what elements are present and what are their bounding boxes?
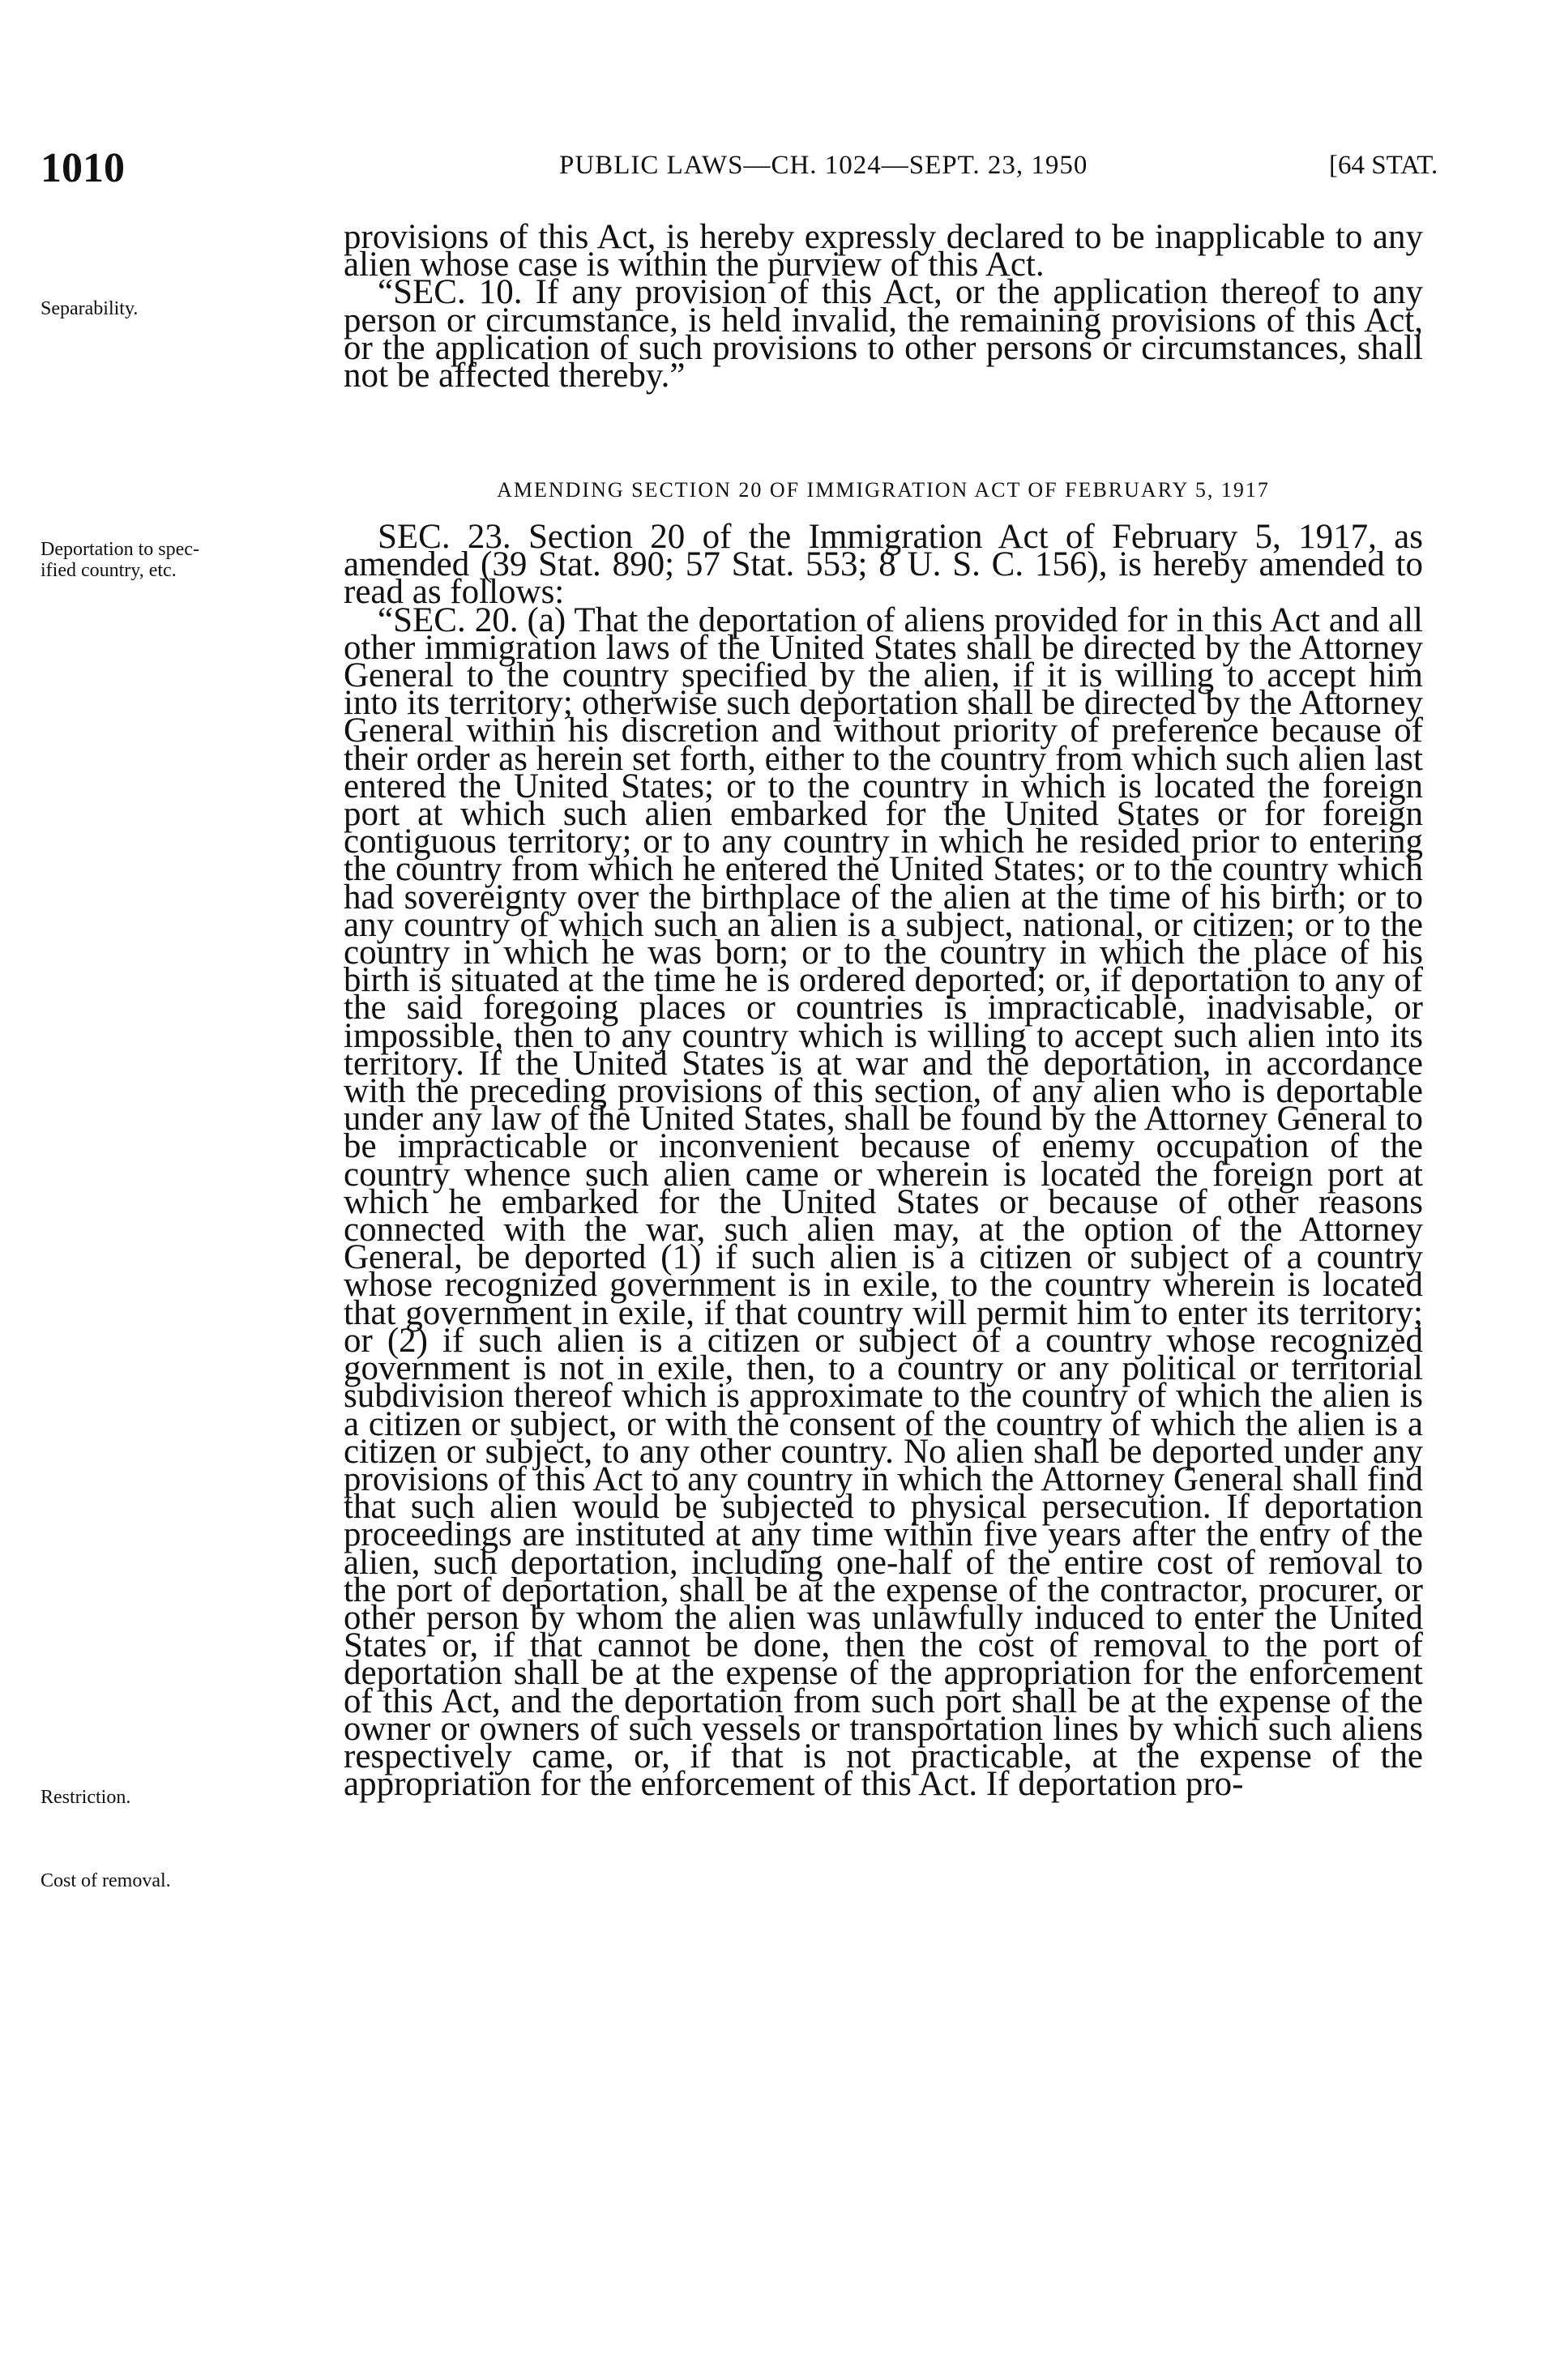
paragraph-sec-20: “SEC. 20. (a) That the deportation of aliens provided for in this Act and all other immigration laws of the United States shall be directed by the Attorney General to the country specified by the alien, if it is willing to accept him into its territory; otherwise such deportation shall be directed by the Attorney General within his discretion and without priority of preference because of their order as herein set forth, either to the country from which such alien last entered the United States; or to the country in which is located the foreign port at which such alien embarked for the United States or for foreign contiguous territory; or to any country in which he resided prior to entering the country from which he entered the United States; or to the country which had sovereignty over the birthplace of the alien at the time of his birth; or to any country of which such an alien is a subject, national, or citizen; or to the country in which he was born; or to the country in which the place of his birth is situated at the time he is ordered deported; or, if deportation to any of the said foregoing places or countries is impracticable, inadvisable, or impossible, then to any country which is willing to accept such alien into its territory. If the United States is at war and the deportation, in accordance with the preceding provisions of this section, of any alien who is deportable under any law of the United States, shall be found by the Attorney General to be impracticable or inconvenient because of enemy occupation of the country whence such alien came or wherein is located the foreign port at which he embarked for the United States or because of other reasons connected with the war, such alien may, at the option of the Attorney General, be deported (1) if such alien is a citizen or subject of a country whose recognized government is in exile, to the country wherein is located that government in exile, if that country will permit him to enter its territory; or (2) if such alien is a citizen or subject of a country whose recognized government is not in exile, then, to a country or any political or territorial subdivision thereof which is approximate to the country of which the alien is a citizen or subject, or with the consent of the country of which the alien is a citizen or subject, to any other country. No alien shall be deported under any provisions of this Act to any country in which the Attorney General shall find that such alien would be subjected to physical persecution. If deportation proceedings are instituted at any time within five years after the entry of the alien, such deportation, including one-half of the entire cost of removal to the port of deportation, shall be at the expense of the contractor, procurer, or other person by whom the alien was unlawfully induced to enter the United States or, if that cannot be done, then the cost of removal to the port of deportation shall be at the expense of the appropriation for the enforcement of this Act, and the deportation from such port shall be at the expense of the owner or owners of such vessels or transportation lines by which such aliens respectively came, or, if that is not practicable, at the expense of the appropriation for the enforcement of this Act. If deportation pro- bbox=[344, 600, 1423, 1804]
margin-note-deportation-line-1: Deportation to spec- bbox=[41, 539, 199, 560]
paragraph-continuation: provisions of this Act, is hereby expressly declared to be inapplicable to any alien whose case is within the purview of this Act. bbox=[344, 218, 1423, 284]
running-head: PUBLIC LAWS—CH. 1024—SEPT. 23, 1950 bbox=[559, 151, 1088, 180]
statute-reference: [64 STAT. bbox=[1329, 151, 1438, 180]
page-number: 1010 bbox=[41, 145, 125, 191]
paragraph-sec-23: SEC. 23. Section 20 of the Immigration Act of February 5, 1917, as amended (39 Stat. 890; 57 Stat. 553; 8 U. S. C. 156), is hereby amended to read as follows: bbox=[344, 518, 1423, 612]
text-block-upper bbox=[344, 218, 1423, 395]
margin-note-restriction: Restriction. bbox=[41, 1787, 131, 1808]
page-header bbox=[0, 144, 1547, 193]
paragraph-sec-10: “SEC. 10. If any provision of this Act, or the application thereof to any person or circumstance, is held invalid, the remaining provisions of this Act, or the application of such provisions to other persons or circumstances, shall not be affected thereby.” bbox=[344, 273, 1423, 395]
margin-note-cost-of-removal: Cost of removal. bbox=[41, 1870, 171, 1891]
margin-note-deportation bbox=[41, 539, 316, 581]
section-heading: AMENDING SECTION 20 OF IMMIGRATION ACT OF FEBRUARY 5, 1917 bbox=[497, 478, 1270, 502]
margin-note-deportation-line-2: ified country, etc. bbox=[41, 560, 177, 581]
text-block-main bbox=[344, 518, 1423, 1804]
margin-note-separability: Separability. bbox=[41, 298, 139, 319]
